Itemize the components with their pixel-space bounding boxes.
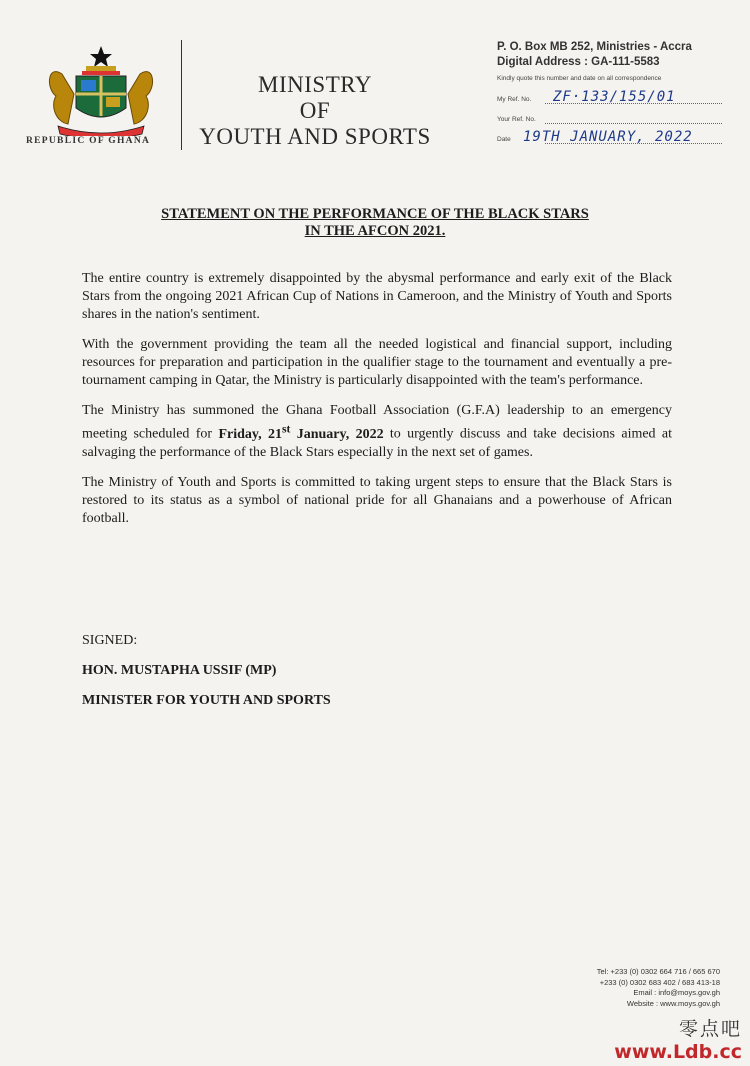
your-ref-line: [545, 123, 722, 124]
signatory-position: MINISTER FOR YOUTH AND SPORTS: [82, 693, 331, 708]
watermark-url: www.Ldb.cc: [614, 1041, 742, 1063]
paragraph-4: The Ministry of Youth and Sports is committed to taking urgent steps to ensure that the Black Stars is restored to its status as a symbol of national pride for all Ghanaians and a powerhouse of African football.: [82, 474, 672, 526]
ministry-line-1: MINISTRY: [258, 72, 372, 97]
signature-block: [82, 632, 331, 722]
my-ref-label: My Ref. No.: [497, 96, 532, 103]
republic-label: REPUBLIC OF GHANA: [26, 136, 151, 146]
telephone-1: Tel: +233 (0) 0302 664 716 / 665 670: [596, 967, 720, 976]
ministry-name: [190, 72, 440, 150]
title-line-2: IN THE AFCON 2021.: [304, 223, 446, 239]
address-block: [497, 40, 722, 146]
paragraph-1: The entire country is extremely disappointed by the abysmal performance and early exit of the Black Stars from the ongoing 2021 African Cup of Nations in Cameroon, and the Ministry of Youth and Sports shares in the nation's sentiment.: [82, 271, 672, 322]
your-ref-row: [497, 106, 722, 126]
ghana-coat-of-arms-icon: [42, 44, 160, 136]
paragraph-3: [82, 402, 672, 462]
postal-address: P. O. Box MB 252, Ministries - Accra: [497, 41, 692, 53]
my-ref-row: [497, 86, 722, 106]
paragraph-3-text-a: The Ministry has summoned the Ghana Football Association (G.F.A) leadership to an emergency meeting scheduled for: [82, 403, 672, 442]
website: Website : www.moys.gov.gh: [626, 998, 720, 1008]
your-ref-label: Your Ref. No.: [497, 116, 536, 123]
paragraph-2: With the government providing the team all the needed logistical and financial support, including resources for preparation and participation in the qualifier stage to the tournament and eventually a pre-tournament camping in Qatar, the Ministry is particularly disappointed with the team's performance.: [82, 337, 672, 388]
watermark: [614, 1018, 742, 1064]
meeting-date: [218, 422, 384, 442]
ministry-line-2: OF: [299, 98, 331, 123]
signatory-name: HON. MUSTAPHA USSIF (MP): [82, 663, 277, 678]
statement-body: [82, 270, 672, 540]
date-label: Date: [497, 136, 511, 143]
meeting-date-suffix: st: [281, 422, 291, 435]
date-value: 19TH JANUARY, 2022: [523, 129, 693, 145]
ministry-line-3: YOUTH AND SPORTS: [199, 124, 431, 149]
digital-address: Digital Address : GA-111-5583: [497, 56, 660, 68]
email: Email : info@moys.gov.gh: [633, 988, 720, 997]
my-ref-value: ZF·133/155/01: [553, 89, 676, 105]
meeting-date-day: Friday, 21: [218, 426, 282, 442]
statement-title: [82, 206, 668, 240]
contact-block: [597, 967, 720, 1009]
letterhead-divider: [181, 40, 182, 150]
quote-note: Kindly quote this number and date on all correspondence: [497, 75, 662, 82]
reference-fields: [497, 86, 722, 146]
watermark-chinese: 零点吧: [678, 1018, 742, 1040]
meeting-date-month: January, 2022: [290, 426, 384, 442]
telephone-2: +233 (0) 0302 683 402 / 683 413-18: [599, 977, 720, 987]
paragraph-3-text-b: to urgently discuss and take decisions aimed at salvaging the performance of the Black Stars especially in the next set of games.: [82, 426, 673, 460]
signed-label: SIGNED:: [82, 633, 138, 648]
title-line-1: STATEMENT ON THE PERFORMANCE OF THE BLACK STARS: [161, 206, 589, 222]
date-row: [497, 126, 722, 146]
